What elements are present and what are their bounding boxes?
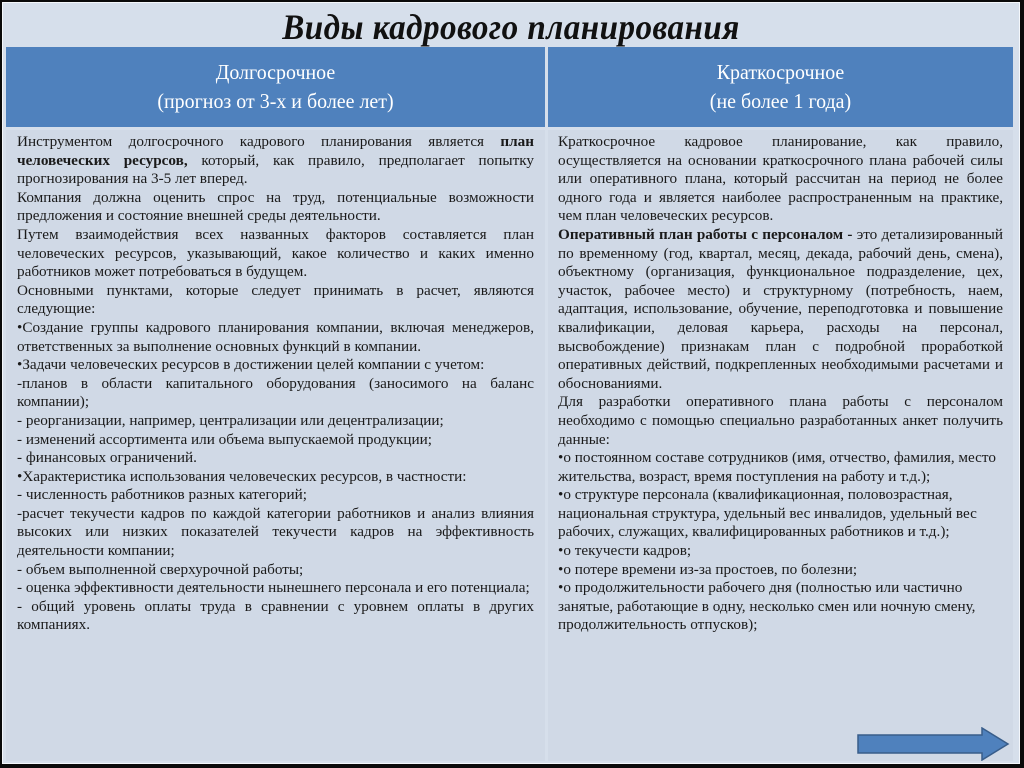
long-term-intro [17, 133, 534, 189]
paragraph: Для разработки оперативного плана работы с персоналом необходимо с помощью специально разработанных анкет получить данные: [558, 393, 1003, 448]
dash-item: -расчет текучести кадров по каждой категории работников и анализ влияния высоких или низких показателей текучести кадров на эффективность деятельности компании; [17, 504, 534, 560]
arrow-right-icon[interactable] [856, 727, 1010, 761]
bullet-item: •Создание группы кадрового планирования компании, включая менеджеров, ответственных за выполнение основных функций в компании. [17, 318, 534, 355]
header-short-term-subtitle: (не более 1 года) [709, 89, 852, 113]
dash-item: - общий уровень оплаты труда в сравнении с уровнем оплаты в других компаниях. [17, 597, 534, 634]
dash-item: - финансовых ограничений. [17, 449, 197, 467]
bullet-item: •Задачи человеческих ресурсов в достижении целей компании с учетом: [17, 356, 485, 374]
dash-item: -планов в области капитального оборудования (заносимого на баланс компании); [17, 374, 534, 411]
paragraph: Путем взаимодействия всех названных факторов составляется план человеческих ресурсов, указывающий, какое количество и каких именно работников может потребоваться в будущем. [17, 225, 534, 281]
dash-item: - оценка эффективности деятельности нынешнего персонала и его потенциала; [17, 579, 530, 597]
header-short-term-title: Краткосрочное [716, 60, 845, 84]
header-short-term [548, 47, 1013, 127]
comparison-table [6, 47, 1018, 761]
header-long-term-title: Долгосрочное [215, 60, 336, 84]
header-long-term [6, 47, 545, 127]
bullet-item: •Характеристика использования человеческих ресурсов, в частности: [17, 467, 467, 485]
slide-title: Виды кадрового планирования [282, 7, 740, 47]
header-long-term-subtitle: (прогноз от 3-х и более лет) [157, 89, 394, 113]
bullet-item: •о продолжительности рабочего дня (полностью или частично занятые, работающие в одну, несколько смен или ночную смену, продолжительность отпусков); [558, 579, 976, 634]
paragraph: Компания должна оценить спрос на труд, потенциальные возможности предложения и состояние внешней среды деятельности. [17, 188, 534, 225]
intro-text: Инструментом долгосрочного кадрового планирования является [17, 133, 501, 150]
paragraph: Основными пунктами, которые следует принимать в расчет, являются следующие: [17, 281, 534, 318]
dash-item: - реорганизации, например, централизации или децентрализации; [17, 411, 444, 429]
operational-plan-term: Оперативный план работы с персоналом - [558, 225, 853, 243]
dash-item: - численность работников разных категорий; [17, 486, 307, 504]
intro-bold-term: план человеческих ресурсов, [17, 133, 534, 169]
long-term-content [6, 130, 545, 761]
bullet-item: •о потере времени из-за простоев, по болезни; [558, 560, 858, 578]
operational-plan-text: это детализированный по временному (год, квартал, месяц, декада, рабочий день, смена), объектному (организация, функциональное подразделение, цех, участок, рабочее место) и структурному (потребность, наем, адаптация, использование, обучение, переподготовка и повышение квалификации, деловая карьера, расходы на персонал, высвобождение) признакам план с подробной проработкой оперативных действий, подкрепленных необходимыми расчетами и обоснованиями. [558, 225, 1003, 392]
intro-text-cont: который, как правило, предполагает попытку прогнозирования на 3-5 лет вперед. [17, 151, 534, 188]
dash-item: - изменений ассортимента или объема выпускаемой продукции; [17, 430, 432, 448]
operational-plan-definition [558, 226, 1003, 393]
paragraph: Краткосрочное кадровое планирование, как правило, осуществляется на основании краткосрочного плана рабочей силы или оперативного плана, который рассчитан на период не более одного года и является наиболее распространенным на практике, чем план человеческих ресурсов. [558, 133, 1003, 225]
short-term-content [548, 130, 1013, 761]
bullet-item: •о постоянном составе сотрудников (имя, отчество, фамилия, место жительства, возраст, время поступления на работу и т.д.); [558, 449, 996, 485]
dash-item: - объем выполненной сверхурочной работы; [17, 560, 304, 578]
slide [2, 2, 1020, 764]
bullet-item: •о структуре персонала (квалификационная, половозрастная, национальная структура, удельный вес инвалидов, удельный вес рабочих, служащих, квалифицированных работников и т.д.); [558, 486, 977, 541]
bullet-item: •о текучести кадров; [558, 542, 692, 560]
